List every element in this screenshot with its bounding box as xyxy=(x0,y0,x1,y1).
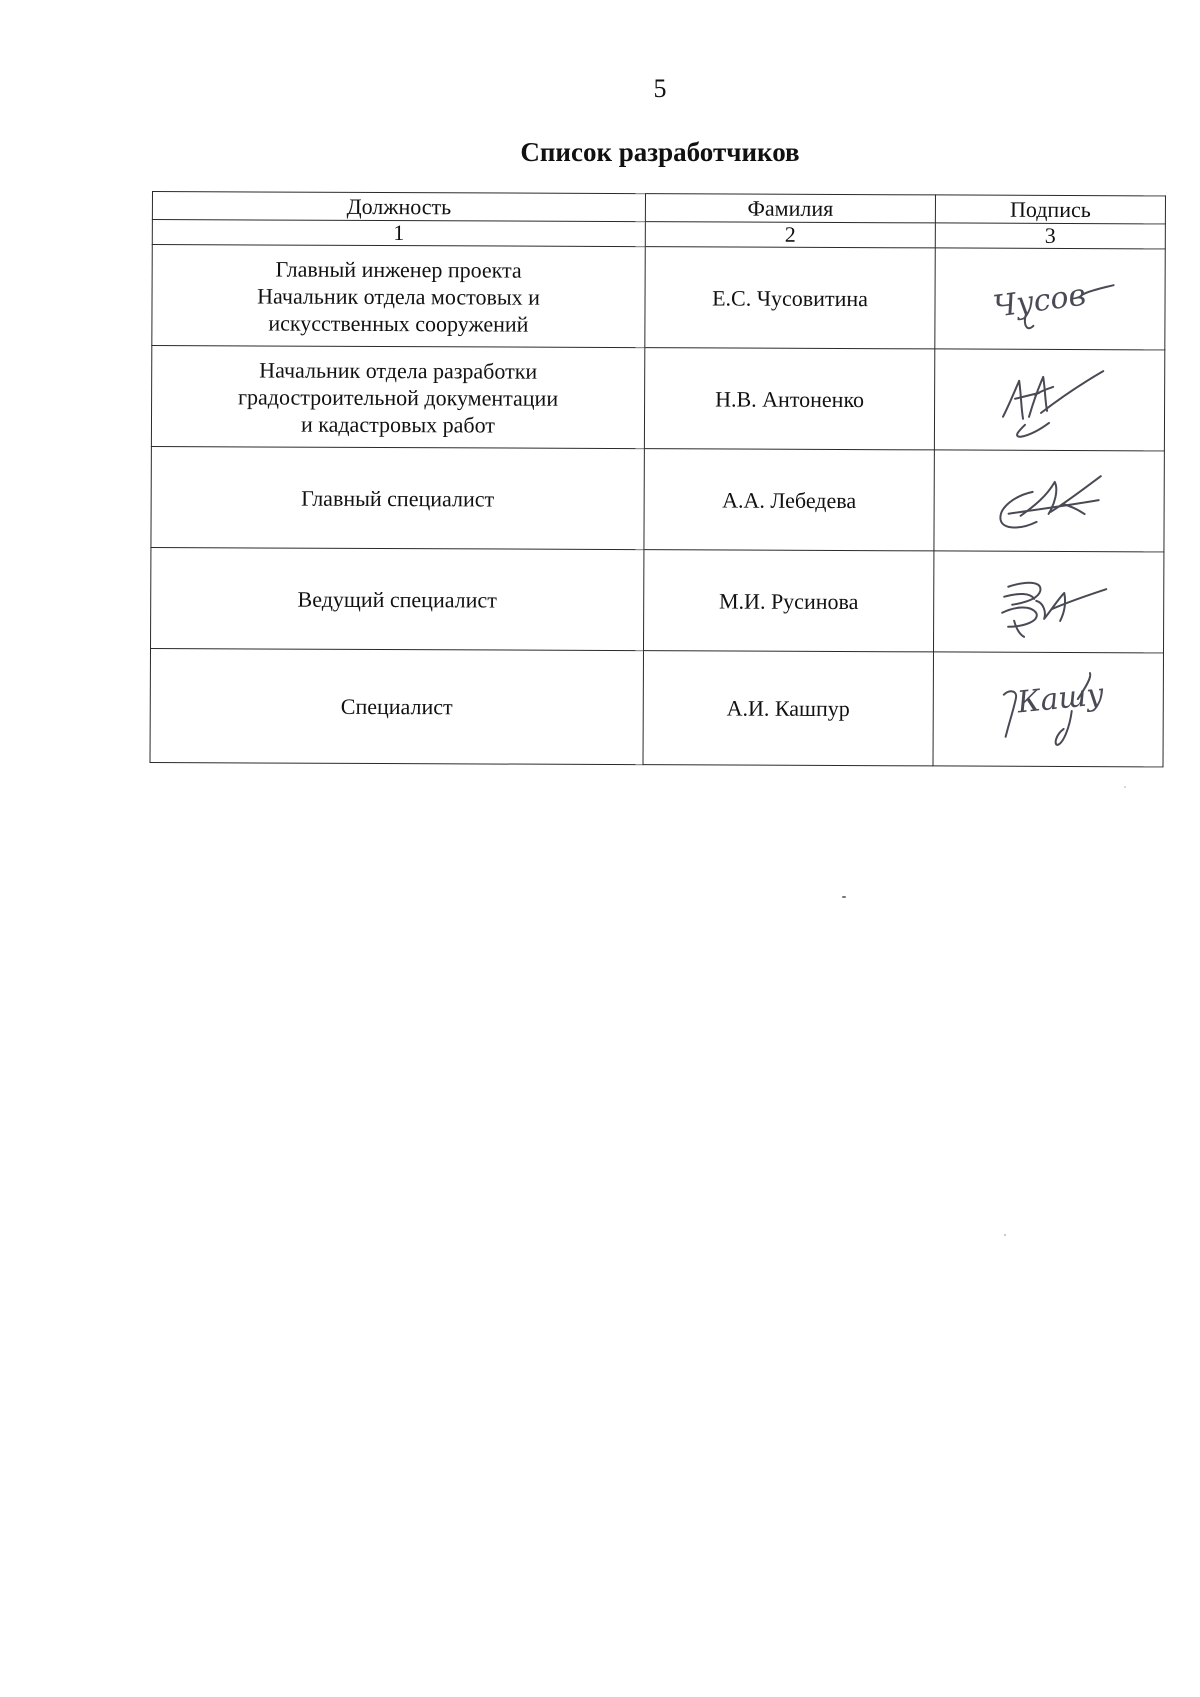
signature-image xyxy=(975,254,1125,345)
column-number-2: 2 xyxy=(645,222,935,248)
surname-cell: М.И. Русинова xyxy=(643,550,933,652)
developers-table xyxy=(150,191,1166,767)
position-line: Главный инженер проекта xyxy=(275,256,522,283)
signature-lettering: Чусов xyxy=(990,277,1088,325)
position-line: Ведущий специалист xyxy=(297,586,497,613)
position-line: искусственных сооружений xyxy=(268,310,529,337)
position-cell xyxy=(151,346,644,449)
table-row xyxy=(151,346,1164,451)
document-title: Список разработчиков xyxy=(520,137,800,167)
position-line: Специалист xyxy=(340,693,453,720)
position-cell xyxy=(151,547,644,650)
page-number: 5 xyxy=(653,74,667,103)
position-line: Начальник отдела разработки xyxy=(259,356,538,384)
position-line: Начальник отдела мостовых и xyxy=(257,282,540,310)
signature-image xyxy=(973,664,1123,755)
surname-cell: Н.В. Антоненко xyxy=(644,348,934,450)
header-signature: Подпись xyxy=(935,195,1165,224)
table-row xyxy=(150,648,1163,766)
signature-cell xyxy=(934,450,1164,552)
signature-image xyxy=(974,557,1124,648)
table-row xyxy=(151,547,1164,652)
signature-cell xyxy=(935,248,1165,350)
scan-speck xyxy=(842,896,846,898)
scan-speck xyxy=(1124,786,1126,788)
header-position: Должность xyxy=(152,192,645,222)
scan-speck xyxy=(1004,1234,1006,1236)
position-line: и кадастровых работ xyxy=(300,411,496,437)
position-cell xyxy=(152,245,645,348)
position-cell xyxy=(150,648,643,764)
position-cell xyxy=(151,446,644,549)
signature-cell xyxy=(934,349,1164,451)
column-number-3: 3 xyxy=(935,223,1165,249)
surname-cell: Е.С. Чусовитина xyxy=(645,247,935,349)
column-number-1: 1 xyxy=(152,220,645,247)
surname-cell: А.А. Лебедева xyxy=(644,449,934,551)
table-row xyxy=(151,446,1164,551)
table-header-row xyxy=(152,192,1165,224)
position-line: градостроительной документации xyxy=(237,383,559,411)
signature-image xyxy=(974,355,1124,446)
header-surname: Фамилия xyxy=(645,194,935,223)
signature-lettering: Кашу xyxy=(1015,676,1106,720)
position-line: Главный специалист xyxy=(301,485,495,511)
signature-image xyxy=(974,456,1124,547)
signature-cell xyxy=(933,551,1163,653)
signature-cell xyxy=(933,652,1163,767)
table-row xyxy=(152,245,1165,350)
surname-cell: А.И. Кашпур xyxy=(643,651,933,766)
